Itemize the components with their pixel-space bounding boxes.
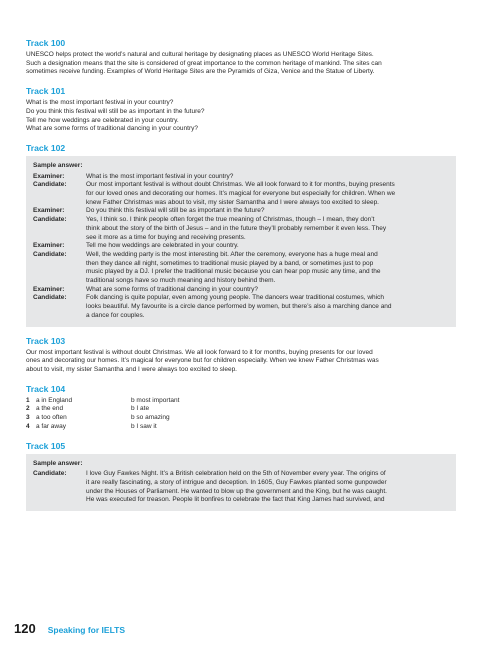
line: for our loved ones and decorating our homes. It’s magical for everyone but especially for children. When we — [86, 190, 396, 198]
option-a: a far away — [36, 422, 66, 430]
page-number: 120 — [14, 621, 36, 636]
dialogue-text — [86, 173, 449, 182]
line: Tell me how weddings are celebrated in your country. — [86, 242, 239, 250]
dialogue-text — [86, 207, 449, 216]
dialogue-text — [86, 294, 449, 320]
sample-answer-box — [26, 156, 456, 327]
option-a: a the end — [36, 405, 64, 413]
dialogue-text — [86, 242, 449, 251]
speaker-label: Candidate: — [33, 294, 67, 302]
line: Yes, I think so. I think people often forget the true meaning of Christmas, though – I mean, they don’t — [86, 216, 375, 224]
track-102-title: Track 102 — [26, 142, 66, 153]
option-b: b I saw it — [131, 422, 157, 430]
dialogue-row — [33, 216, 449, 242]
track-103-section — [26, 336, 456, 375]
dialogue-text — [86, 181, 449, 207]
dialogue-row — [33, 242, 449, 251]
list-item — [26, 423, 456, 432]
line: Folk dancing is quite popular, even among young people. The dancers wear traditional costumes, which — [86, 294, 384, 302]
line: UNESCO helps protect the world’s natural and cultural heritage by designating places as UNESCO World Heritage Sites. — [26, 51, 374, 58]
line: ones and decorating our homes. It’s magical for everyone but for children especially. When we knew Father Christmas was — [26, 357, 379, 365]
line: about to visit, my sister Samantha and I were always too excited to sleep. — [26, 365, 237, 373]
line: I love Guy Fawkes Night. It’s a British celebration held on the 5th of November every year. The origins of — [86, 470, 386, 478]
option-a: a in England — [36, 396, 73, 404]
sample-answer-heading: Sample answer: — [33, 459, 83, 467]
book-title: Speaking for IELTS — [47, 625, 125, 635]
line: Tell me how weddings are celebrated in your country. — [26, 116, 179, 124]
line: it are really fascinating, a story of intrigue and deception. In 1605, Guy Fawkes planted some gunpowder — [86, 478, 387, 486]
line: Do you think this festival will still be as important in the future? — [26, 107, 205, 115]
line: then they dance all night, sometimes to traditional music played by a band, or sometimes just to pop — [86, 259, 374, 267]
line: What is the most important festival in your country? — [86, 172, 234, 180]
line: music played by a DJ. I prefer the traditional music because you can hear pop music any time, and the — [86, 268, 381, 276]
item-number: 2 — [26, 405, 30, 413]
page-content — [26, 38, 456, 520]
dialogue-row — [33, 286, 449, 295]
line: a dance for couples. — [86, 311, 145, 319]
dialogue-text — [86, 216, 449, 242]
line: under the Houses of Parliament. He wanted to blow up the government and the King, but he was caught. — [86, 487, 387, 495]
line: Do you think this festival will still be as important in the future? — [86, 207, 265, 215]
dialogue-row — [33, 173, 449, 182]
track-103-text — [26, 349, 456, 375]
dialogue-text — [86, 251, 449, 286]
option-b: b I ate — [131, 405, 150, 413]
dialogue-text — [86, 286, 449, 295]
line: knew Father Christmas was about to visit, my sister Samantha and I were always too excited to sleep. — [86, 198, 379, 206]
track-105-section — [26, 441, 456, 512]
item-number: 1 — [26, 396, 30, 404]
option-b: b so amazing — [131, 414, 170, 422]
list-item — [26, 405, 456, 414]
track-104-title: Track 104 — [26, 383, 66, 394]
track-102-section — [26, 143, 456, 327]
line: What are some forms of traditional dancing in your country? — [26, 125, 198, 133]
sample-answer-box — [26, 454, 456, 512]
speaker-label: Examiner: — [33, 207, 65, 215]
line: Our most important festival is without doubt Christmas. We all look forward to it for months, buying presents for our loved — [26, 348, 373, 356]
line: sometimes receive funding. Examples of World Heritage Sites are the Pyramids of Giza, Venice and the Statue of Liberty. — [26, 68, 375, 76]
line: Such a designation means that the site is considered of great importance to the common heritage of mankind. The sites can — [26, 59, 382, 67]
speaker-label: Examiner: — [33, 242, 65, 250]
dialogue-row — [33, 181, 449, 207]
line: see it more as a time for buying and receiving presents. — [86, 233, 246, 241]
track-100-text — [26, 51, 456, 77]
track-101-title: Track 101 — [26, 86, 66, 97]
speaker-label: Candidate: — [33, 250, 67, 258]
page-footer — [14, 621, 125, 636]
speaker-label: Examiner: — [33, 172, 65, 180]
line: traditional songs have so much meaning and history behind them. — [86, 277, 276, 285]
line: Well, the wedding party is the most interesting bit. After the ceremony, everyone has a huge meal and — [86, 250, 378, 258]
speaker-label: Examiner: — [33, 285, 65, 293]
dialogue-row — [33, 207, 449, 216]
speaker-label: Candidate: — [33, 470, 67, 478]
track-100-section — [26, 38, 456, 77]
dialogue-text — [86, 470, 449, 505]
item-number: 3 — [26, 414, 30, 422]
track-101-section — [26, 86, 456, 134]
speaker-label: Candidate: — [33, 216, 67, 224]
track-104-list — [26, 397, 456, 432]
track-100-title: Track 100 — [26, 38, 66, 48]
line: looks beautiful. My favourite is a circle dance performed by women, but there’s also a marching dance and — [86, 303, 392, 311]
line: What is the most important festival in your country? — [26, 99, 174, 107]
item-number: 4 — [26, 422, 30, 430]
track-105-title: Track 105 — [26, 440, 66, 451]
track-101-text — [26, 99, 456, 134]
speaker-label: Candidate: — [33, 181, 67, 189]
dialogue-row — [33, 470, 449, 505]
dialogue-row — [33, 251, 449, 286]
line: think about the story of the birth of Jesus – and in the future they’ll probably remember it even less. They — [86, 224, 387, 232]
dialogue-row — [33, 294, 449, 320]
track-103-title: Track 103 — [26, 335, 66, 346]
list-item — [26, 414, 456, 423]
line: Our most important festival is without doubt Christmas. We all look forward to it for months, buying presents — [86, 181, 395, 189]
sample-answer-heading: Sample answer: — [33, 161, 83, 169]
track-104-section — [26, 384, 456, 432]
option-a: a too often — [36, 414, 67, 422]
list-item — [26, 397, 456, 406]
option-b: b most important — [131, 396, 180, 404]
line: He was executed for treason. People lit bonfires to celebrate the fact that King James had survived, and — [86, 496, 385, 504]
line: What are some forms of traditional dancing in your country? — [86, 285, 258, 293]
